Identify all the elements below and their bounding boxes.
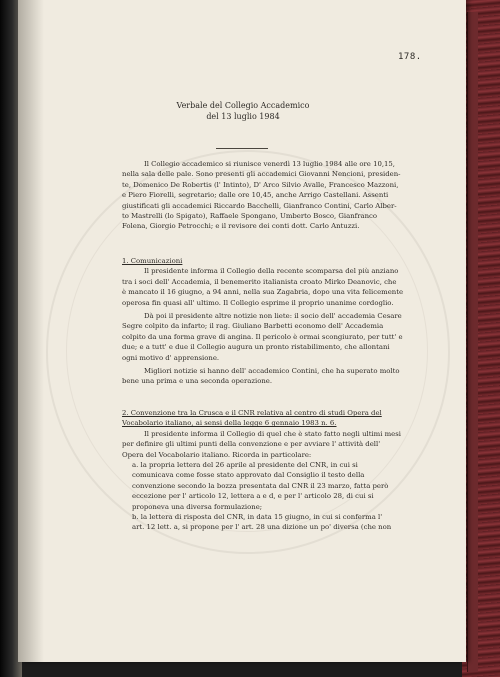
section-1: [122, 256, 412, 387]
text-line: nella sala delle pale. Sono presenti gli accademici Giovanni Nencioni, presiden-: [122, 170, 401, 179]
text-line: operosa fin quasi all' ultimo. Il Collegio esprime il proprio unanime cordoglio.: [122, 298, 394, 307]
section-1-heading: 1. Comunicazioni: [122, 257, 183, 265]
text-line: e Piero Fiorelli, segretario; dalle ore 10,45, anche Arrigo Castellani. Assenti: [122, 191, 389, 200]
title-divider: [216, 148, 268, 149]
text-line: Migliori notizie si hanno dell' accademico Contini, che ha superato molto: [144, 367, 400, 376]
text-line: ogni motivo d' apprensione.: [122, 353, 220, 362]
item-a-line: convenzione secondo la bozza presentata dal CNR il 23 marzo, fatta però: [132, 481, 389, 490]
section-2-heading-cont: Vocabolario italiano, ai sensi della legge 6 gennaio 1983 n. 6.: [122, 419, 337, 428]
section-2-heading: 2. Convenzione tra la Crusca e il CNR relativa al centro di studi Opera del: [122, 409, 382, 417]
page-number: 178.: [398, 52, 422, 62]
title-line: Verbale del Collegio Accademico: [176, 101, 310, 110]
item-a-line: proponeva una diversa formulazione;: [132, 502, 263, 511]
document-page: [18, 0, 466, 662]
text-line: Il Collegio accademico si riunisce venerdì 13 luglio 1984 alle ore 10,15,: [144, 160, 395, 168]
text-line: è mancato il 16 giugno, a 94 anni, nella sua Zagabria, dopo una vita felicemente: [122, 288, 404, 297]
text-line: Il presidente informa il Collegio di quel che è stato fatto negli ultimi mesi: [144, 429, 401, 438]
text-line: due; e a tutt' e due il Collegio augura un pronto ristabilimento, che allontani: [122, 343, 390, 352]
text-line: Folena, Giorgio Petrocchi; e il revisore dei conti dott. Carlo Antuzzi.: [122, 222, 360, 231]
text-line: Opera del Vocabolario italiano. Ricorda in particolare:: [122, 450, 312, 459]
text-line: Il presidente informa il Collegio della recente scomparsa del più anziano: [144, 267, 399, 276]
item-a-line: eccezione per l' articolo 12, lettera a e d, e per l' articolo 28, di cui si: [132, 492, 374, 501]
intro-paragraph: [122, 159, 412, 232]
text-line: Dà poi il presidente altre notizie non liete: il socio dell' accademia Cesare: [144, 312, 402, 321]
text-line: giustificati gli accademici Riccardo Bacchelli, Gianfranco Contini, Carlo Alber-: [122, 201, 397, 210]
page-gutter-shading: [18, 0, 44, 662]
item-a-line: comunicava come fosse stato approvato dal Consiglio il testo della: [132, 471, 365, 480]
text-line: bene una prima e una seconda operazione.: [122, 377, 273, 386]
text-line: to Mastrelli (lo Spigato), Raffaele Spongano, Umberto Bosco, Gianfranco: [122, 212, 378, 221]
book-cover-strip: [467, 12, 478, 672]
text-line: colpito da una forma grave di angina. Il pericolo è ormai scongiurato, per tutt' e: [122, 332, 403, 341]
text-line: tra i soci dell' Accademia, il benemerito italianista croato Mirko Deanovic, che: [122, 277, 397, 286]
text-line: Segre colpito da infarto; il rag. Giuliano Barbetti economo dell' Accademia: [122, 322, 384, 331]
item-b-line: b. la lettera di risposta del CNR, in data 15 giugno, in cui si conferma l': [132, 513, 383, 522]
title-date: del 13 luglio 1984: [206, 112, 280, 121]
item-b-line: art. 12 lett. a, si propone per l' art. 28 una dizione un po' diversa (che non: [132, 523, 392, 532]
text-line: per definire gli ultimi punti della convenzione e per avviare l' attività dell': [122, 440, 381, 449]
item-a-line: a. la propria lettera del 26 aprile al presidente del CNR, in cui si: [132, 461, 358, 470]
section-2: [122, 408, 412, 533]
document-title: [168, 100, 318, 122]
text-line: te, Domenico De Robertis (l' Intinto), D' Arco Silvio Avalle, Francesco Mazzoni,: [122, 180, 399, 189]
